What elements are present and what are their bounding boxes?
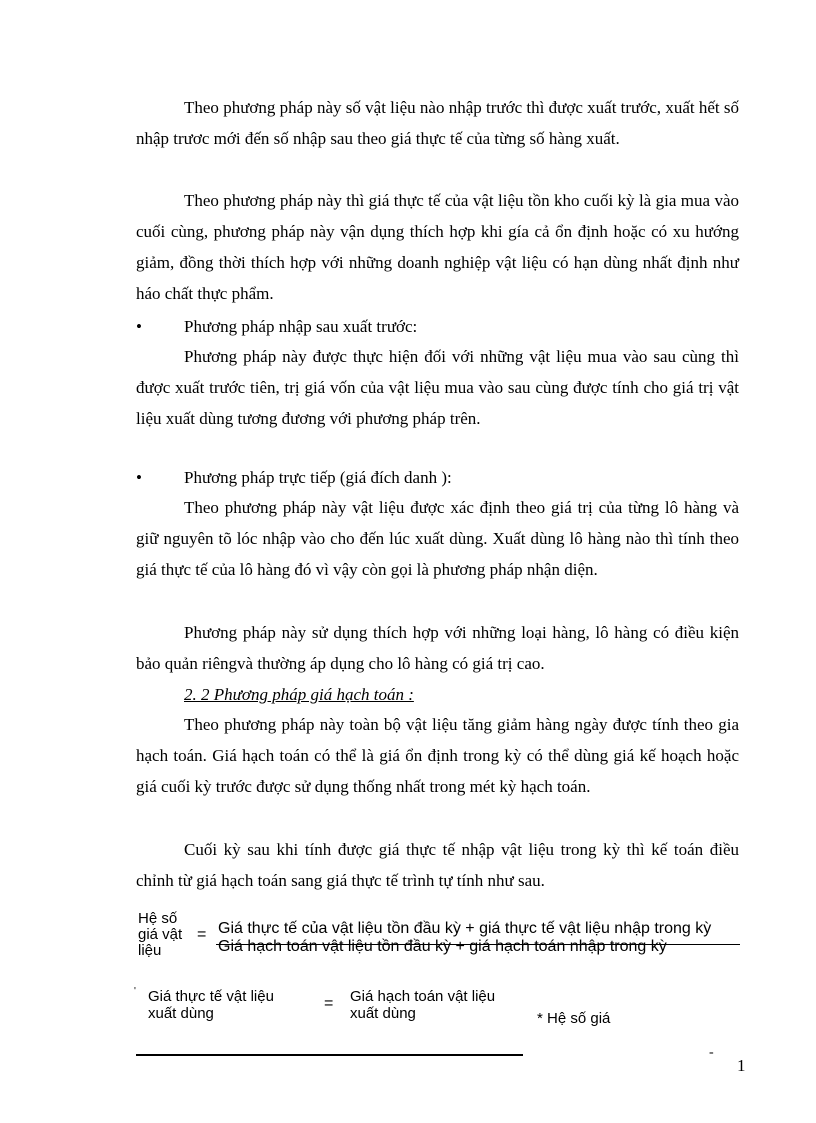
page-number: 1 [737, 1056, 746, 1075]
bullet-item-lifo-label: Phương pháp nhập sau xuất trước: [184, 317, 418, 336]
paragraph-fifo-intro: Theo phương pháp này số vật liệu nào nhập trước thì được xuất trước, xuất hết số nhập trươc mới đến số nhập sau theo giá thực tế của từng số hàng xuất. [136, 98, 739, 148]
formula-coefficient-denominator: Giá hạch toán vật liệu tồn đầu kỳ + giá hạch toán nhập trong kỳ [218, 938, 667, 955]
paragraph-accounting-price-method: Theo phương pháp này toàn bộ vật liệu tăng giảm hàng ngày được tính theo gia hạch toán. Giá hạch toán có thể là giá ổn định trong kỳ có thể dùng giá kế hoạch hoặc giá cuối kỳ trước được sử dụng thống nhất trong mét kỳ hạch toán. [136, 715, 739, 796]
paragraph-adjustment-procedure: Cuối kỳ sau khi tính được giá thực tế nhập vật liệu trong kỳ thì kế toán điều chỉnh từ giá hạch toán sang giá thực tế trình tự tính như sau. [136, 840, 739, 890]
section-heading-2-2: 2. 2 Phương pháp giá hạch toán : [184, 685, 414, 704]
formula-export-accounting-price: Giá hạch toán vật liệu xuất dùng [350, 988, 496, 1022]
paragraph-specific-identification: Theo phương pháp này vật liệu được xác định theo giá trị của từng lô hàng và giữ nguyên tõ lóc nhập vào cho đến lúc xuất dùng. Xuất dùng lô hàng nào thì tính theo giá thực tế của lô hàng đó vì vậy còn gọi là phương pháp nhận diện. [136, 498, 739, 579]
bullet-item-specific-identification-label: Phương pháp trực tiếp (giá đích danh ): [184, 468, 452, 487]
footer-rule [136, 1054, 523, 1056]
formula-coefficient-numerator: Giá thực tế của vật liệu tồn đầu kỳ + giá thực tế vật liệu nhập trong kỳ [218, 920, 712, 937]
formula-coefficient-equals: = [197, 926, 207, 943]
formula-export-actual-price: Giá thực tế vật liệu xuất dùng [148, 988, 274, 1022]
formula-export-marker: ' [134, 986, 136, 997]
bullet-icon: • [136, 468, 142, 487]
paragraph-fifo-ending-inventory: Theo phương pháp này thì giá thực tế của vật liệu tồn kho cuối kỳ là gia mua vào cuối cùng, phương pháp này vận dụng thích hợp khi gía cả ổn định hoặc có xu hướng giảm, đồng thời thích hợp với những doanh nghiệp vật liệu có hạn dùng nhất định như háo chất thực phẩm. [136, 191, 739, 303]
formula-coefficient-label: Hệ số giá vật liệu [138, 910, 183, 959]
formula-export-multiplier: * Hệ số giá [537, 1010, 611, 1027]
footer-dash: - [709, 1045, 714, 1060]
paragraph-lifo-description: Phương pháp này được thực hiện đối với những vật liệu mua vào sau cùng thì được xuất trước tiên, trị giá vốn của vật liệu mua vào sau cùng được tính cho giá trị vật liệu xuất dùng tương đương với phương pháp trên. [136, 347, 739, 428]
bullet-icon: • [136, 317, 142, 336]
paragraph-specific-identification-usage: Phương pháp này sử dụng thích hợp với những loại hàng, lô hàng có điều kiện bảo quản riêngvà thường áp dụng cho lô hàng có giá trị cao. [136, 623, 739, 673]
formula-export-equals: = [324, 995, 334, 1012]
